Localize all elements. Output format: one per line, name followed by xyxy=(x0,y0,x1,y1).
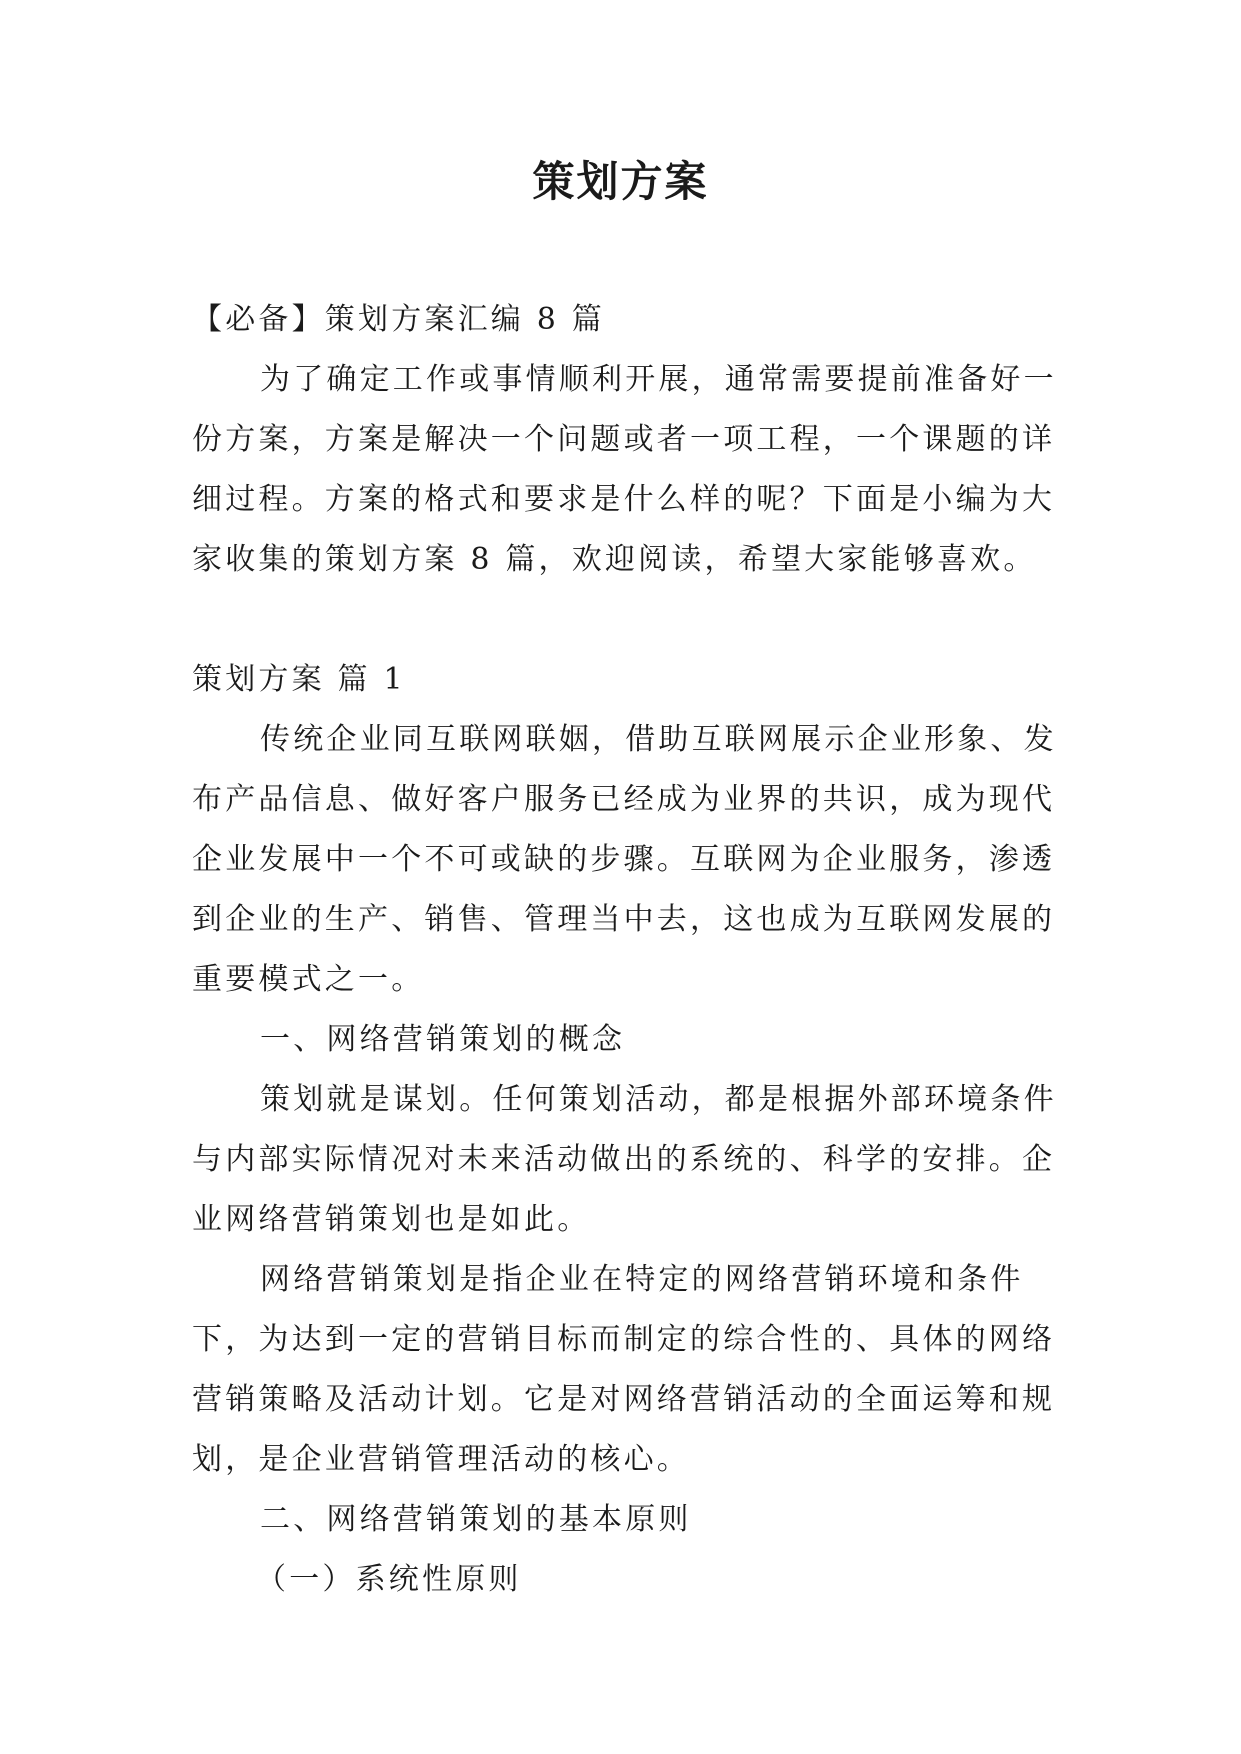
sub-subheading: （一）系统性原则 xyxy=(256,1562,522,1597)
document-body xyxy=(192,290,1057,1610)
paragraph-line: 重要模式之一。 xyxy=(192,962,425,997)
intro-line: 份方案，方案是解决一个问题或者一项工程，一个课题的详 xyxy=(192,422,1056,457)
intro-line: 为了确定工作或事情顺利开展，通常需要提前准备好一 xyxy=(260,362,1057,397)
paragraph-line: 业网络营销策划也是如此。 xyxy=(192,1202,591,1237)
paragraph-line: 传统企业同互联网联姻，借助互联网展示企业形象、发 xyxy=(260,722,1057,757)
body-paragraph xyxy=(192,710,1057,1010)
intro-line: 细过程。方案的格式和要求是什么样的呢？下面是小编为大 xyxy=(192,482,1056,517)
paragraph-line: 布产品信息、做好客户服务已经成为业界的共识，成为现代 xyxy=(192,782,1056,817)
intro-paragraph xyxy=(192,350,1057,590)
intro-line: 家收集的策划方案 8 篇，欢迎阅读，希望大家能够喜欢。 xyxy=(192,542,1037,577)
paragraph-line: 与内部实际情况对未来活动做出的系统的、科学的安排。企 xyxy=(192,1142,1056,1177)
subheading: 一、网络营销策划的概念 xyxy=(260,1022,626,1057)
paragraph-line: 到企业的生产、销售、管理当中去，这也成为互联网发展的 xyxy=(192,902,1056,937)
section-title: 策划方案 篇 1 xyxy=(192,662,406,697)
paragraph-line: 营销策略及活动计划。它是对网络营销活动的全面运筹和规 xyxy=(192,1382,1056,1417)
paragraph-line: 下，为达到一定的营销目标而制定的综合性的、具体的网络 xyxy=(192,1322,1056,1357)
paragraph-line: 划，是企业营销管理活动的核心。 xyxy=(192,1442,690,1477)
subheading: 二、网络营销策划的基本原则 xyxy=(260,1502,692,1537)
document-title: 策划方案 xyxy=(532,157,709,206)
body-paragraph xyxy=(192,1250,1056,1490)
paragraph-line: 网络营销策划是指企业在特定的网络营销环境和条件 xyxy=(260,1262,1024,1297)
collection-heading: 【必备】策划方案汇编 8 篇 xyxy=(192,302,605,337)
paragraph-line: 企业发展中一个不可或缺的步骤。互联网为企业服务，渗透 xyxy=(192,842,1056,877)
paragraph-line: 策划就是谋划。任何策划活动，都是根据外部环境条件 xyxy=(260,1082,1057,1117)
body-paragraph xyxy=(192,1070,1057,1250)
spacer xyxy=(192,590,1052,650)
